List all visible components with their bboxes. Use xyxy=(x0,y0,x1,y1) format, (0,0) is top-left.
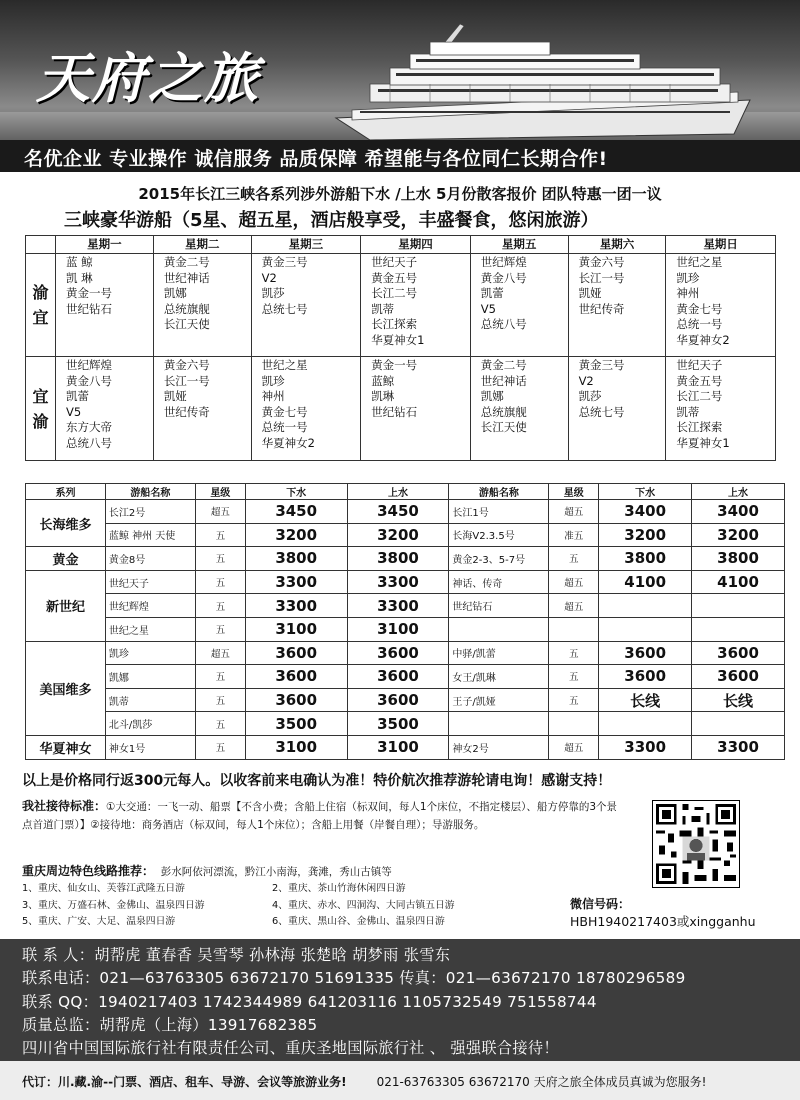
ship-name: 黄金二号 xyxy=(163,255,210,269)
footer-closing: 021-63763305 63672170 天府之旅全体成员真诚为您服务! xyxy=(376,1075,707,1089)
downstream-price xyxy=(599,617,692,641)
route-list xyxy=(22,881,582,930)
ship-name: 凯琳 xyxy=(371,389,395,403)
ship-name: 世纪辉煌 xyxy=(105,594,195,618)
ship-name: 世纪钻石 xyxy=(449,594,549,618)
ship-name: 凯蒂 xyxy=(676,404,700,419)
ship-name: 蓝鲸 神州 天使 xyxy=(105,523,195,547)
star-level: 超五 xyxy=(195,500,245,524)
upstream-price: 3600 xyxy=(347,665,449,689)
upstream-price: 3100 xyxy=(347,735,449,759)
ship-name: 神州 xyxy=(261,389,285,403)
route-item: 6、重庆、黑山谷、金佛山、温泉四日游 xyxy=(272,916,445,927)
ship-name: 黄金六号 xyxy=(578,255,625,269)
quality-supervisor: 质量总监：胡帮虎（上海）13917682385 xyxy=(22,1016,318,1034)
series-name: 美国维多 xyxy=(26,641,106,735)
reception-text: ①大交通：一飞一动、船票【不含小费；含船上住宿（标双间，每人1个床位，不指定楼层）、船方停靠的3个景点首道门票）】②接待地：商务酒店（标双间，每人1个床位）；含船上用餐（岸餐自理）；导游服务。 xyxy=(22,801,618,831)
price-row xyxy=(26,688,785,712)
footer-services: 代订：川.藏.渝--门票、酒店、租车、导游、会议等旅游业务! xyxy=(22,1075,347,1089)
schedule-row xyxy=(26,357,776,461)
schedule-cell xyxy=(153,254,251,357)
star-level: 超五 xyxy=(549,594,599,618)
ship-name: 世纪传奇 xyxy=(578,301,625,316)
route-char: 宜 xyxy=(32,386,49,406)
ship-name: 凯莎 xyxy=(261,286,285,300)
wechat-label: 微信号码： xyxy=(570,897,631,911)
ship-name: 神女2号 xyxy=(449,735,549,759)
ship-name: 总统旗舰 xyxy=(480,404,527,419)
slogan-text: 名优企业 专业操作 诚信服务 品质保障 希望能与各位同仁长期合作! xyxy=(24,148,608,170)
price-column-header: 系列 xyxy=(26,484,106,500)
downstream-price: 3400 xyxy=(599,500,692,524)
ship-name: 黄金五号 xyxy=(676,373,723,388)
price-column-header: 下水 xyxy=(245,484,347,500)
upstream-price: 3600 xyxy=(692,641,785,665)
ship-name: 东方大帝 xyxy=(66,420,112,434)
downstream-price: 3800 xyxy=(245,547,347,571)
route-item: 1、重庆、仙女山、芙蓉江武隆五日游 xyxy=(22,883,185,894)
ship-name: V2 xyxy=(578,373,594,388)
upstream-price: 3450 xyxy=(347,500,449,524)
star-level: 五 xyxy=(195,617,245,641)
ship-name: 黄金三号 xyxy=(261,255,308,269)
day-header: 星期一 xyxy=(56,236,154,254)
day-header: 星期三 xyxy=(251,236,361,254)
ship-name: 总统七号 xyxy=(578,404,625,419)
ship-name: 总统八号 xyxy=(480,317,527,331)
downstream-price: 3500 xyxy=(245,712,347,736)
star-level: 五 xyxy=(195,523,245,547)
schedule-cell xyxy=(568,357,666,461)
upstream-price: 3600 xyxy=(692,665,785,689)
ship-name: 黄金五号 xyxy=(371,270,418,285)
reception-standard xyxy=(22,797,622,834)
upstream-price: 长线 xyxy=(692,688,785,712)
price-row xyxy=(26,594,785,618)
price-column-header: 上水 xyxy=(692,484,785,500)
star-level: 五 xyxy=(195,735,245,759)
ship-name xyxy=(449,712,549,736)
wechat-qr-code-icon xyxy=(652,800,740,888)
ship-name: 黄金三号 xyxy=(578,358,625,372)
ship-name: 长江探索 xyxy=(676,420,723,434)
star-level: 超五 xyxy=(195,641,245,665)
ship-name: 神女1号 xyxy=(105,735,195,759)
ship-name: 神州 xyxy=(676,286,700,300)
ship-name: 世纪传奇 xyxy=(163,404,210,419)
downstream-price: 长线 xyxy=(599,688,692,712)
ship-name: 世纪之星 xyxy=(261,358,308,372)
star-level: 五 xyxy=(549,688,599,712)
price-row xyxy=(26,735,785,759)
partner-agencies: 四川省中国国际旅行社有限责任公司、重庆圣地国际旅行社 、 强强联合接待！ xyxy=(22,1039,559,1057)
ship-name: 长江天使 xyxy=(480,420,527,434)
price-row xyxy=(26,712,785,736)
schedule-cell xyxy=(56,254,154,357)
star-level: 五 xyxy=(195,547,245,571)
route-item: 3、重庆、万盛石林、金佛山、温泉四日游 xyxy=(22,899,205,911)
price-row xyxy=(26,500,785,524)
footer-text xyxy=(22,1073,792,1090)
routes-title: 重庆周边特色线路推荐： xyxy=(22,864,155,878)
ship-name: 长江1号 xyxy=(449,500,549,524)
ship-name: 凯蒂 xyxy=(371,301,395,316)
ship-name: 黄金七号 xyxy=(676,301,723,316)
schedule-cell xyxy=(470,254,568,357)
ship-name: 总统旗舰 xyxy=(163,301,210,316)
day-header: 星期日 xyxy=(666,236,776,254)
header-banner xyxy=(0,0,800,172)
route-item: 2、重庆、茶山竹海休闲四日游 xyxy=(272,883,406,894)
ship-name: 世纪之星 xyxy=(676,255,723,269)
schedule-cell xyxy=(361,357,471,461)
price-table xyxy=(25,483,785,760)
ship-name: 长江一号 xyxy=(163,373,210,388)
ship-name: V5 xyxy=(480,301,496,316)
ship-name: 神话、传奇 xyxy=(449,570,549,594)
upstream-price xyxy=(692,594,785,618)
upstream-price: 3800 xyxy=(692,547,785,571)
schedule-cell xyxy=(666,254,776,357)
ship-name: 世纪钻石 xyxy=(371,404,418,419)
upstream-price: 3300 xyxy=(347,594,449,618)
contact-qq: 联系 QQ：1940217403 1742344989 641203116 1105732549 751558744 xyxy=(22,993,597,1011)
star-level: 五 xyxy=(549,547,599,571)
ship-name: 总统一号 xyxy=(261,420,308,434)
schedule-cell xyxy=(568,254,666,357)
ship-name: 北斗/凯莎 xyxy=(105,712,195,736)
day-header: 星期五 xyxy=(470,236,568,254)
price-row xyxy=(26,547,785,571)
ship-name: 黄金一号 xyxy=(371,358,418,372)
downstream-price: 3600 xyxy=(245,641,347,665)
schedule-header-row xyxy=(26,236,776,254)
ship-name: 凯娜 xyxy=(105,665,195,689)
ship-name: 长江二号 xyxy=(371,286,418,300)
route-char: 宜 xyxy=(32,308,49,327)
ship-name: 黄金八号 xyxy=(480,270,527,285)
price-column-header: 星级 xyxy=(195,484,245,500)
route-label xyxy=(26,357,56,461)
star-level: 超五 xyxy=(549,500,599,524)
downstream-price: 3600 xyxy=(599,665,692,689)
schedule-cell xyxy=(251,357,361,461)
route-char: 渝 xyxy=(32,411,49,431)
ship-name: 华夏神女2 xyxy=(676,332,730,347)
upstream-price: 3100 xyxy=(347,617,449,641)
downstream-price: 3450 xyxy=(245,500,347,524)
price-column-header: 下水 xyxy=(599,484,692,500)
series-name: 华夏神女 xyxy=(26,735,106,759)
downstream-price: 4100 xyxy=(599,570,692,594)
ship-name: V5 xyxy=(66,404,82,419)
ship-name: 总统七号 xyxy=(261,301,308,316)
price-column-header: 游船名称 xyxy=(105,484,195,500)
star-level: 五 xyxy=(195,570,245,594)
star-level xyxy=(549,712,599,736)
schedule-cell xyxy=(470,357,568,461)
ship-name: 长江天使 xyxy=(163,317,210,331)
star-level: 超五 xyxy=(549,570,599,594)
upstream-price: 3200 xyxy=(692,523,785,547)
routes-header xyxy=(22,862,622,879)
ship-name: 世纪钻石 xyxy=(66,301,112,316)
routes-intro: 彭水阿依河漂流，黔江小南海，龚滩，秀山古镇等 xyxy=(160,866,392,878)
star-level: 准五 xyxy=(549,523,599,547)
cruise-subheadline: 三峡豪华游船（5星、超五星，酒店般享受，丰盛餐食，悠闲旅游） xyxy=(64,210,599,231)
upstream-price: 3400 xyxy=(692,500,785,524)
ship-name: 世纪天子 xyxy=(371,255,418,269)
upstream-price: 3200 xyxy=(347,523,449,547)
star-level: 五 xyxy=(195,665,245,689)
ship-name: 凯娜 xyxy=(163,286,187,300)
ship-name: 长江探索 xyxy=(371,317,418,331)
star-level: 五 xyxy=(195,712,245,736)
price-row xyxy=(26,523,785,547)
ship-name: 黄金二号 xyxy=(480,358,527,372)
route-item: 4、重庆、赤水、四洞沟、大同古镇五日游 xyxy=(272,899,455,911)
price-headline: 2015年长江三峡各系列涉外游船下水 /上水 5月份散客报价 团队特惠一团一议 xyxy=(138,185,662,203)
ship-name: 长江二号 xyxy=(676,389,723,403)
upstream-price: 3300 xyxy=(347,570,449,594)
price-row xyxy=(26,665,785,689)
ship-name: 女王/凯琳 xyxy=(449,665,549,689)
star-level xyxy=(549,617,599,641)
upstream-price xyxy=(692,712,785,736)
upstream-price: 3300 xyxy=(692,735,785,759)
ship-name: 蓝 鲸 xyxy=(66,255,93,269)
price-column-header: 星级 xyxy=(549,484,599,500)
price-header-row xyxy=(26,484,785,500)
star-level: 五 xyxy=(195,594,245,618)
ship-name: 凯珍 xyxy=(261,373,285,388)
ship-name: 凯蕾 xyxy=(66,389,89,403)
ship-name: 华夏神女2 xyxy=(261,435,315,450)
ship-name: 黄金六号 xyxy=(163,358,210,372)
reception-title: 我社接待标准： xyxy=(22,799,107,813)
schedule-cell xyxy=(666,357,776,461)
route-label xyxy=(26,254,56,357)
ship-name: 世纪天子 xyxy=(676,358,723,372)
ship-name: 总统一号 xyxy=(676,317,723,331)
day-header: 星期二 xyxy=(153,236,251,254)
contact-people: 联 系 人：胡帮虎 董春香 吴雪琴 孙林海 张楚晗 胡梦雨 张雪东 xyxy=(22,946,451,964)
contact-phone: 联系电话：021—63763305 63672170 51691335 传真：021—63672170 18780296589 xyxy=(22,969,686,987)
schedule-corner xyxy=(26,236,56,254)
route-item: 5、重庆、广安、大足、温泉四日游 xyxy=(22,916,176,927)
route-char: 渝 xyxy=(32,283,49,302)
upstream-price xyxy=(692,617,785,641)
downstream-price: 3200 xyxy=(599,523,692,547)
star-level: 五 xyxy=(549,665,599,689)
ship-name: 中驿/凯蕾 xyxy=(449,641,549,665)
ship-name xyxy=(449,617,549,641)
ship-name: 长江2号 xyxy=(105,500,195,524)
downstream-price: 3600 xyxy=(245,688,347,712)
price-column-header: 上水 xyxy=(347,484,449,500)
ship-name: 长江一号 xyxy=(578,270,625,285)
ship-name: 凯蕾 xyxy=(480,286,504,300)
downstream-price xyxy=(599,712,692,736)
star-level: 超五 xyxy=(549,735,599,759)
ship-name: 王子/凯娅 xyxy=(449,688,549,712)
schedule-cell xyxy=(153,357,251,461)
ship-name: 世纪天子 xyxy=(105,570,195,594)
downstream-price: 3300 xyxy=(599,735,692,759)
ship-name: 凯娅 xyxy=(163,389,187,403)
ship-name: 黄金一号 xyxy=(66,286,112,300)
price-column-header: 游船名称 xyxy=(449,484,549,500)
ship-name: 世纪辉煌 xyxy=(480,255,527,269)
series-name: 新世纪 xyxy=(26,570,106,641)
schedule-cell xyxy=(251,254,361,357)
cruise-ship-image xyxy=(330,22,760,144)
downstream-price: 3800 xyxy=(599,547,692,571)
schedule-row xyxy=(26,254,776,357)
ship-name: 世纪神话 xyxy=(480,373,527,388)
ship-name: V2 xyxy=(261,270,277,285)
schedule-cell xyxy=(361,254,471,357)
day-header: 星期四 xyxy=(361,236,471,254)
ship-name: 世纪辉煌 xyxy=(66,358,112,372)
price-row xyxy=(26,617,785,641)
star-level: 五 xyxy=(195,688,245,712)
ship-name: 黄金八号 xyxy=(66,373,112,388)
wechat-id: HBH1940217403或xingganhu xyxy=(570,914,756,929)
ship-name: 蓝鲸 xyxy=(371,373,395,388)
ship-name: 凯娅 xyxy=(578,286,602,300)
downstream-price: 3100 xyxy=(245,617,347,641)
ship-name: 凯娜 xyxy=(480,389,504,403)
weekly-schedule-table xyxy=(25,235,776,461)
ship-name: 凯珍 xyxy=(676,270,700,285)
series-name: 长海维多 xyxy=(26,500,106,547)
ship-name: 黄金七号 xyxy=(261,404,308,419)
downstream-price: 3100 xyxy=(245,735,347,759)
brand-title: 天府之旅 xyxy=(36,46,260,110)
ship-name: 黄金8号 xyxy=(105,547,195,571)
upstream-price: 3800 xyxy=(347,547,449,571)
pricing-note: 以上是价格同行返300元每人。以收客前来电确认为准！特价航次推荐游轮请电询！感谢支持！ xyxy=(22,773,612,789)
day-header: 星期六 xyxy=(568,236,666,254)
ship-name: 凯莎 xyxy=(578,389,602,403)
downstream-price: 3200 xyxy=(245,523,347,547)
schedule-cell xyxy=(56,357,154,461)
ship-name: 总统八号 xyxy=(66,435,112,450)
ship-name: 凯珍 xyxy=(105,641,195,665)
star-level: 五 xyxy=(549,641,599,665)
downstream-price: 3300 xyxy=(245,570,347,594)
downstream-price: 3300 xyxy=(245,594,347,618)
price-row xyxy=(26,641,785,665)
ship-name: 华夏神女1 xyxy=(676,435,730,450)
series-name: 黄金 xyxy=(26,547,106,571)
upstream-price: 3600 xyxy=(347,641,449,665)
ship-name: 世纪之星 xyxy=(105,617,195,641)
ship-name: 华夏神女1 xyxy=(371,332,425,347)
ship-name: 世纪神话 xyxy=(163,270,210,285)
upstream-price: 3500 xyxy=(347,712,449,736)
ship-name: 凯蒂 xyxy=(105,688,195,712)
downstream-price: 3600 xyxy=(599,641,692,665)
price-row xyxy=(26,570,785,594)
ship-name: 黄金2-3、5-7号 xyxy=(449,547,549,571)
downstream-price: 3600 xyxy=(245,665,347,689)
ship-name: 长海V2.3.5号 xyxy=(449,523,549,547)
upstream-price: 3600 xyxy=(347,688,449,712)
ship-name: 凯 琳 xyxy=(66,270,93,285)
downstream-price xyxy=(599,594,692,618)
upstream-price: 4100 xyxy=(692,570,785,594)
